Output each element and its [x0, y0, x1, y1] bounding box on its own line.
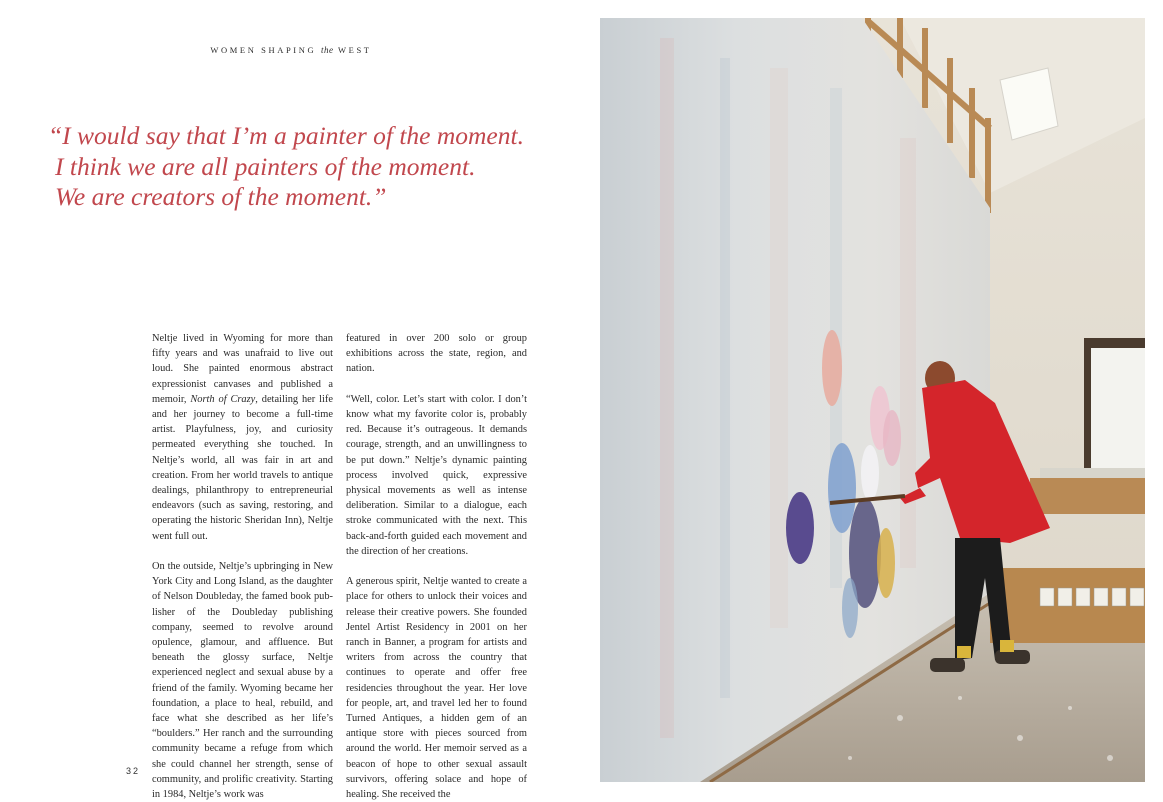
- running-head-part1: WOMEN SHAPING: [210, 45, 317, 55]
- paragraph: On the outside, Neltje’s upbringing in New York City and Long Island, as the daughter of Nelson Doubleday, the famed book publisher of the Doubleday publishing company, seemed to revolve around opulence, glamour, and affluence. But beneath the glossy surface, Neltje experienced neglect and sexual abuse by a friend of the family. Wyoming became her foundation, a place to heal, rebuild, and face what she described as her life’s “boulders.” Her ranch and the surrounding community became a refuge from which she could channel her strength, sense of community, and prolific creativity. Starting in 1984, Neltje’s work was: [152, 561, 333, 801]
- body-column-2: [346, 331, 527, 802]
- photo-illustration: [600, 18, 1145, 782]
- running-head: [180, 45, 402, 55]
- book-title: North of Crazy: [190, 393, 256, 405]
- paragraph: featured in over 200 solo or group exhibitions across the state, region, and nation.: [346, 333, 527, 375]
- pull-quote-line-1: “I would say that I’m a painter of the moment.: [48, 121, 524, 150]
- photo-artist-painting-in-studio: [600, 18, 1145, 782]
- paragraph: A generous spirit, Neltje wanted to create a place for others to unlock their voices and release their creative powers. She founded Jentel Artist Residency in 2001 on her ranch in Banner, a program for artists and writers from across the country that continues to operate and offer free residencies throughout the year. Her love for people, art, and travel led her to found Turned Antiques, a hidden gem of an antique store with pieces sourced from around the world. Her memoir served as a beacon of hope to other sexual assault survivors, offering solace and hope of healing. She received the: [346, 576, 527, 801]
- paragraph-text: , detailing her life and her journey to become a full-time artist. Playfulness, joy, and curiosity permeated everything she touched. In Neltje’s world, all was fair in art and creation. From her world travels to antique dealings, philanthropy to entrepreneurial endeavors (such as saving, restoring, and operating the historic Sheridan Inn), Neltje went full out.: [152, 393, 333, 542]
- paragraph: [152, 331, 333, 544]
- paragraph: “Well, color. Let’s start with color. I don’t know what my favorite color is, probably red. Because it’s outrageous. It demands courage, strength, and an unwillingness to be put down.” Neltje’s dynamic painting process involved quick, expressive physical movements as well as intense deliberation. Similar to a dialogue, each stroke communicated with the next. This back-and-forth guided each movement and the direction of her creations.: [346, 393, 527, 557]
- page-number: 32: [126, 766, 141, 776]
- pull-quote: [48, 121, 568, 213]
- paragraph-text: Neltje lived in Wyoming for more than fifty years and was unafraid to live out loud. She painted enormous abstract expressionist canvases and published a memoir,: [152, 333, 333, 405]
- running-head-part2: the: [320, 45, 334, 55]
- running-head-part3: WEST: [338, 45, 372, 55]
- body-column-1: [152, 331, 333, 802]
- shelf: [1030, 478, 1145, 514]
- pull-quote-line-3: We are creators of the moment.”: [55, 182, 387, 211]
- pull-quote-line-2: I think we are all painters of the moment.: [55, 151, 476, 181]
